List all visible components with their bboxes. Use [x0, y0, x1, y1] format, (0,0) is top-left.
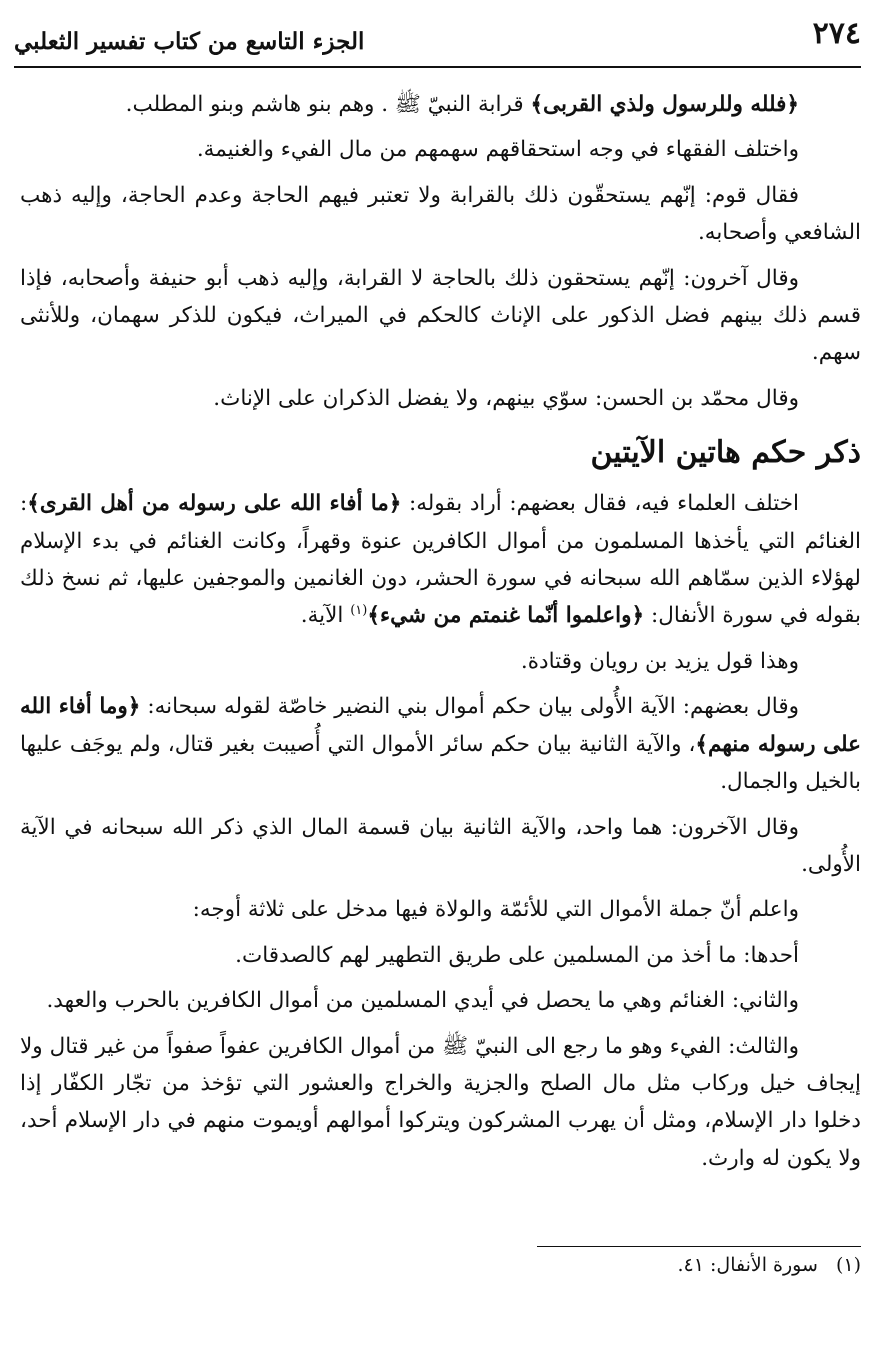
- paragraph-7: وهذا قول يزيد بن رويان وقتادة.: [520, 648, 799, 674]
- quran-quote: ﴿فلله وللرسول ولذي القربى﴾: [530, 92, 799, 117]
- paragraph-10: واعلم أنّ جملة الأموال التي للأئمّة والولاة فيها مدخل على ثلاثة أوجه:: [192, 897, 799, 923]
- paragraph-11: أحدها: ما أخذ من المسلمين على طريق التطهير لهم كالصدقات.: [235, 942, 799, 968]
- paragraph-text: ، والآية الثانية بيان حكم سائر الأموال التي أُصيبت بغير قتال، ولم يوجَف عليها بالخيل والجمال.: [20, 731, 861, 795]
- page-header: [14, 12, 861, 68]
- quran-quote: ﴿واعلموا أنّما غنمتم من شيء﴾: [367, 603, 645, 629]
- paragraph-9: وقال الآخرون: هما واحد، والآية الثانية بيان قسمة المال الذي ذكر الله سبحانه في الآية الأُولى.: [20, 814, 861, 877]
- paragraph-text: وقال بعضهم: الآية الأُولى بيان حكم أموال بني النضير خاصّة لقوله سبحانه:: [140, 694, 800, 720]
- page-body: [20, 86, 861, 1185]
- footnote-reference[interactable]: (١): [350, 603, 368, 619]
- paragraph-text: : الغنائم التي يأخذها المسلمون من أموال الكافرين عنوة وقهراً، وكانت الغنائم في بدء الإسلام لهؤلاء الذين سمّاهم الله سبحانه في سورة الحشر، دون الغانمين والموجفين عليها، ثم نسخ ذلك بقوله في سورة الأنفال:: [20, 491, 861, 629]
- paragraph-1: [20, 86, 861, 123]
- footnote-divider: [537, 1246, 861, 1247]
- paragraph-2: واختلف الفقهاء في وجه استحقاقهم سهمهم من مال الفيء والغنيمة.: [196, 137, 799, 163]
- paragraph-4: وقال آخرون: إنّهم يستحقون ذلك بالحاجة لا القرابة، وإليه ذهب أبو حنيفة وأصحابه، فإذا قسم ذلك بينهم فضل الذكور على الإناث كالحكم في الميراث، فيكون للذكر سهمان، وللأنثى سهم.: [20, 265, 861, 366]
- paragraph-3: فقال قوم: إنّهم يستحقّون ذلك بالقرابة ولا تعتبر فيهم الحاجة وعدم الحاجة، وإليه ذهب الشافعي وأصحابه.: [20, 182, 861, 246]
- footnote-mark: (١): [835, 1254, 861, 1276]
- paragraph-text: قرابة النبيّ ﷺ . وهم بنو هاشم وبنو المطلب.: [125, 92, 531, 117]
- paragraph-text: اختلف العلماء فيه، فقال بعضهم: أراد بقوله:: [401, 491, 799, 517]
- paragraph-8: [20, 688, 861, 800]
- running-title: الجزء التاسع من كتاب تفسير الثعلبي: [14, 28, 365, 55]
- footnote-text: سورة الأنفال: ٤١.: [677, 1254, 818, 1276]
- footnote: [678, 1254, 862, 1276]
- quran-quote: ﴿وما أفاء الله على رسوله منهم﴾: [20, 694, 861, 757]
- paragraph-6: [20, 485, 861, 635]
- section-heading: ذكر حكم هاتين الآيتين: [590, 435, 861, 471]
- paragraph-12: والثاني: الغنائم وهي ما يحصل في أيدي المسلمين من أموال الكافرين بالحرب والعهد.: [46, 988, 799, 1014]
- paragraph-text: الآية.: [300, 603, 351, 629]
- quran-quote: ﴿ما أفاء الله على رسوله من أهل القرى﴾: [27, 491, 402, 517]
- paragraph-13: والثالث: الفيء وهو ما رجع الى النبيّ ﷺ من أموال الكافرين عفواً صفواً من غير قتال ولا إيجاف خيل وركاب مثل مال الصلح والجزية والخراج والعشور التي تؤخذ من تجّار الكفّار إذا دخلوا دار الإسلام، ومثل أن يهرب المشركون ويتركوا أموالهم أويموت منهم في دار الإسلام أحد، ولا يكون له وارث.: [20, 1033, 861, 1171]
- paragraph-5: وقال محمّد بن الحسن: سوّي بينهم، ولا يفضل الذكران على الإناث.: [213, 385, 799, 411]
- page-number: ٢٧٤: [812, 16, 861, 51]
